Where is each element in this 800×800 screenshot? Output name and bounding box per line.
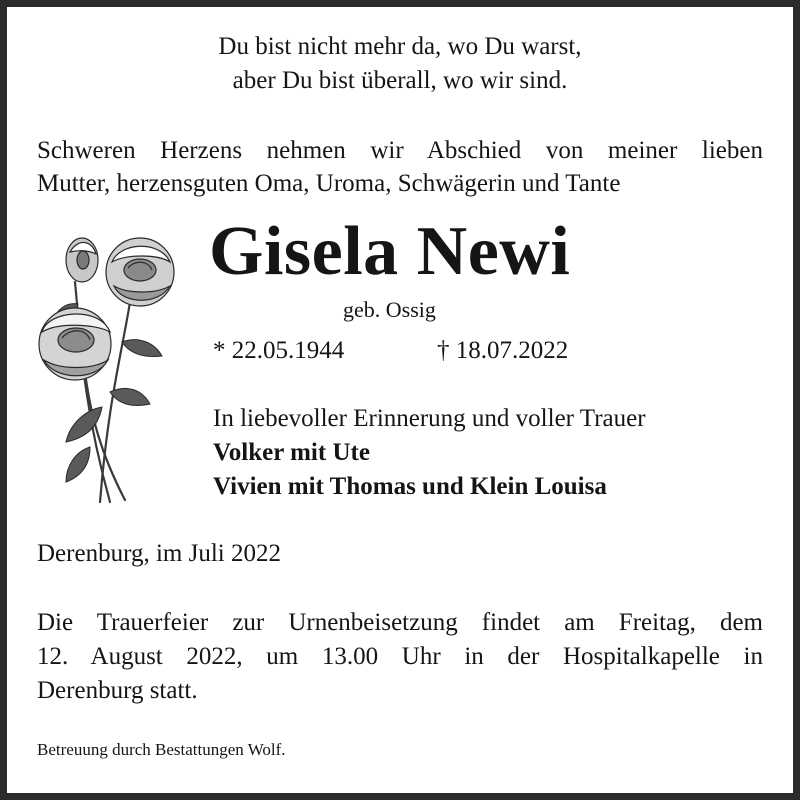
- mourning-line: In liebevoller Erinnerung und voller Trauer: [213, 405, 646, 432]
- intro-line-2: Mutter, herzensguten Oma, Uroma, Schwägerin und Tante: [37, 170, 621, 197]
- birth-date: * 22.05.1944: [213, 337, 345, 364]
- mourner-name-2: Vivien mit Thomas und Klein Louisa: [213, 473, 607, 500]
- deceased-name: Gisela Newi: [209, 213, 571, 290]
- funeral-line-2: 12. August 2022, um 13.00 Uhr in der Hospitalkapelle in: [37, 643, 763, 670]
- mourner-name-1: Volker mit Ute: [213, 439, 370, 466]
- motto-line-2: aber Du bist überall, wo wir sind.: [232, 67, 568, 94]
- death-date: † 18.07.2022: [437, 337, 569, 364]
- funeral-line-3: Derenburg statt.: [37, 677, 198, 704]
- funeral-line-1: Die Trauerfeier zur Urnenbeisetzung findet am Freitag, dem: [37, 609, 763, 636]
- birth-name: geb. Ossig: [343, 297, 436, 322]
- motto-line-1: Du bist nicht mehr da, wo Du warst,: [218, 33, 582, 60]
- intro-line-1: Schweren Herzens nehmen wir Abschied von meiner lieben: [37, 137, 763, 164]
- undertaker-credit: Betreuung durch Bestattungen Wolf.: [37, 740, 286, 759]
- roses-icon: [30, 232, 190, 507]
- place-date: Derenburg, im Juli 2022: [37, 540, 281, 567]
